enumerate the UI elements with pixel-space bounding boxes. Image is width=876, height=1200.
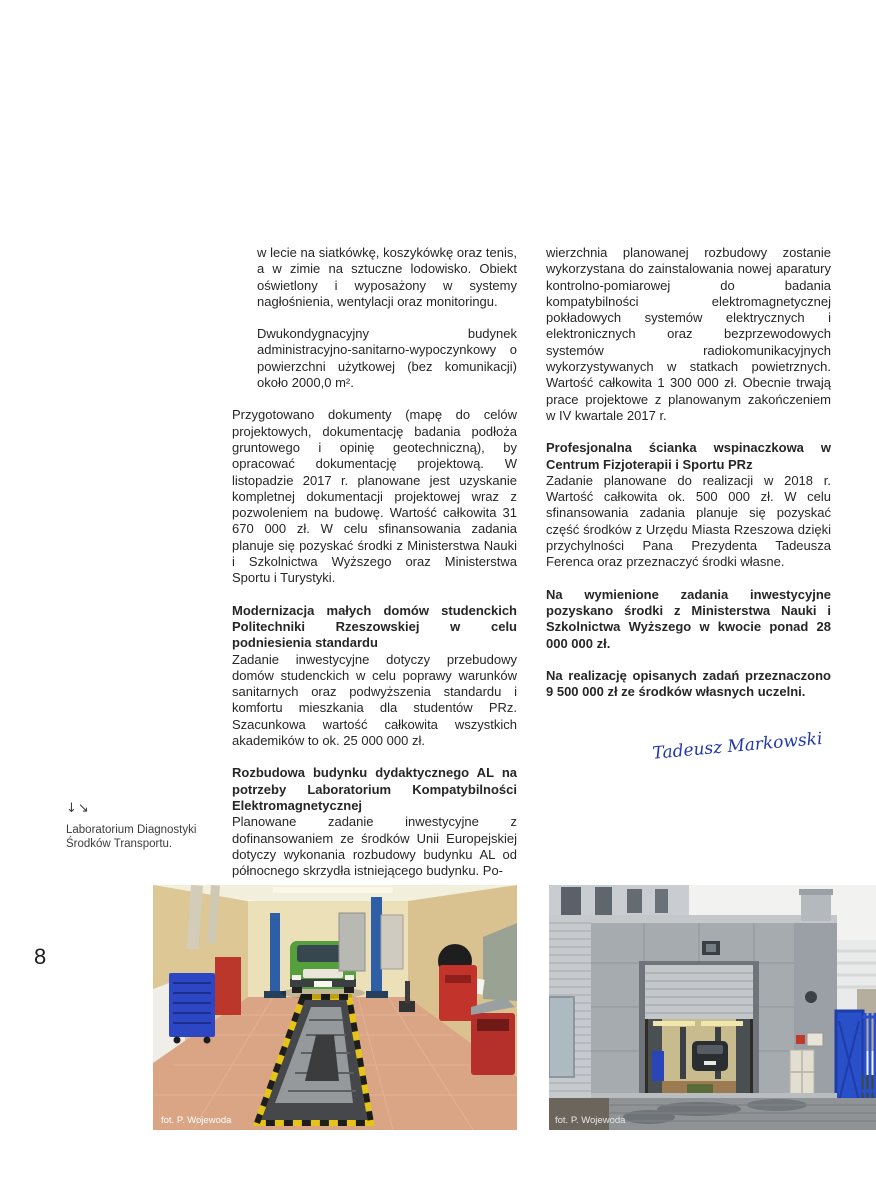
lab-interior-illustration — [153, 885, 517, 1130]
paragraph-ministry-funding: Na wymienione zadania inwestycyjne pozyskano środki z Ministerstwa Nauki i Szkolnictwa Wyższego w kwocie ponad 28 000 000 zł. — [546, 586, 831, 651]
heading-al-building: Rozbudowa budynku dydaktycznego AL na potrzeby Laboratorium Kompatybilności Elektromagnetycznej — [232, 765, 517, 813]
paragraph-documents: Przygotowano dokumenty (mapę do celów projektowych, dokumentację badania podłoża gruntowego i opinię geotechniczną), by opracować dokumentację projektową. W listopadzie 2017 r. planowane jest uzyskanie kompletnej dokumentacji projektowej wraz z pozwoleniem na budowę. Wartość całkowita 31 670 000 zł. W celu sfinansowania zadania planuje się pozyskać środki z Ministerstwa Nauki i Szkolnictwa Wyższego oraz Ministerstwa Sportu i Turystyki. — [232, 407, 517, 586]
page-number: 8 — [34, 944, 47, 969]
photo-building-exterior — [549, 885, 876, 1130]
paragraph-al-building-continued: wierzchnia planowanej rozbudowy zostanie wykorzystana do zainstalowania nowej aparatury kontrolno-pomiarowej do badania kompatybilności elektromagnetycznej pokładowych systemów elektrycznych i elektronicznych oraz bezprzewodowych systemów radiokomunikacyjnych wykorzystywanych w statkach powietrznych. Wartość całkowita 1 300 000 zł. Obecnie trwają prace projektowe z planowanym zakończeniem w IV kwartale 2017 r. — [546, 245, 831, 423]
paragraph-sports-facility: w lecie na siatkówkę, koszykówkę oraz tenis, a w zimie na sztuczne lodowisko. Obiekt oświetlony i wyposażony w systemy nagłośnienia, wentylacji oraz monitoringu. — [257, 245, 517, 309]
left-text-column — [232, 245, 517, 895]
photo-right-caption: fot. P. Wojewoda — [555, 1115, 626, 1126]
paragraph-al-building: Planowane zadanie inwestycyjne z dofinansowaniem ze środków Unii Europejskiej dotyczy wykonania rozbudowy budynku AL od północnego skrzydła istniejącego budynku. Po- — [232, 814, 517, 879]
building-exterior-illustration — [549, 885, 876, 1130]
photo-left-caption: fot. P. Wojewoda — [161, 1115, 232, 1126]
heading-dorm-modernization: Modernizacja małych domów studenckich Politechniki Rzeszowskiej w celu podniesienia standardu — [232, 602, 517, 651]
paragraph-own-funds: Na realizację opisanych zadań przeznaczono 9 500 000 zł ze środków własnych uczelni. — [546, 667, 831, 700]
caption-text: Laboratorium Diagnostyki Środków Transportu. — [66, 823, 197, 850]
right-text-column — [546, 245, 831, 776]
heading-climbing-wall: Profesjonalna ścianka wspinaczkowa w Centrum Fizjoterapii i Sportu PRz — [546, 440, 831, 472]
photo-lab-interior — [153, 885, 517, 1130]
paragraph-dorm-modernization: Zadanie inwestycyjne dotyczy przebudowy domów studenckich w celu poprawy warunków sanitarnych oraz podwyższenia standardu i komfortu mieszkania dla studentów PRz. Szacunkowa wartość całkowita wszystkich akademików to ok. 25 000 000 zł. — [232, 651, 517, 749]
figure-caption-block — [66, 802, 216, 852]
signature — [651, 724, 831, 776]
paragraph-climbing-wall: Zadanie planowane do realizacji w 2018 r. Wartość całkowita ok. 500 000 zł. W celu sfinansowania zadania planuje się pozyskać część środków z Urzędu Miasta Rzeszowa dzięki przychylności Pana Prezydenta Tadeusza Ferenca oraz przeznaczyć środki własne. — [546, 472, 831, 570]
paragraph-admin-building: Dwukondygnacyjny budynek administracyjno-sanitarno-wypoczynkowy o powierzchni użytkowej (bez komunikacji) około 2000,0 m². — [257, 326, 517, 391]
signature-text: Tadeusz Markowski — [651, 729, 824, 765]
caption-arrows-icon: ↓↘ — [66, 801, 90, 816]
